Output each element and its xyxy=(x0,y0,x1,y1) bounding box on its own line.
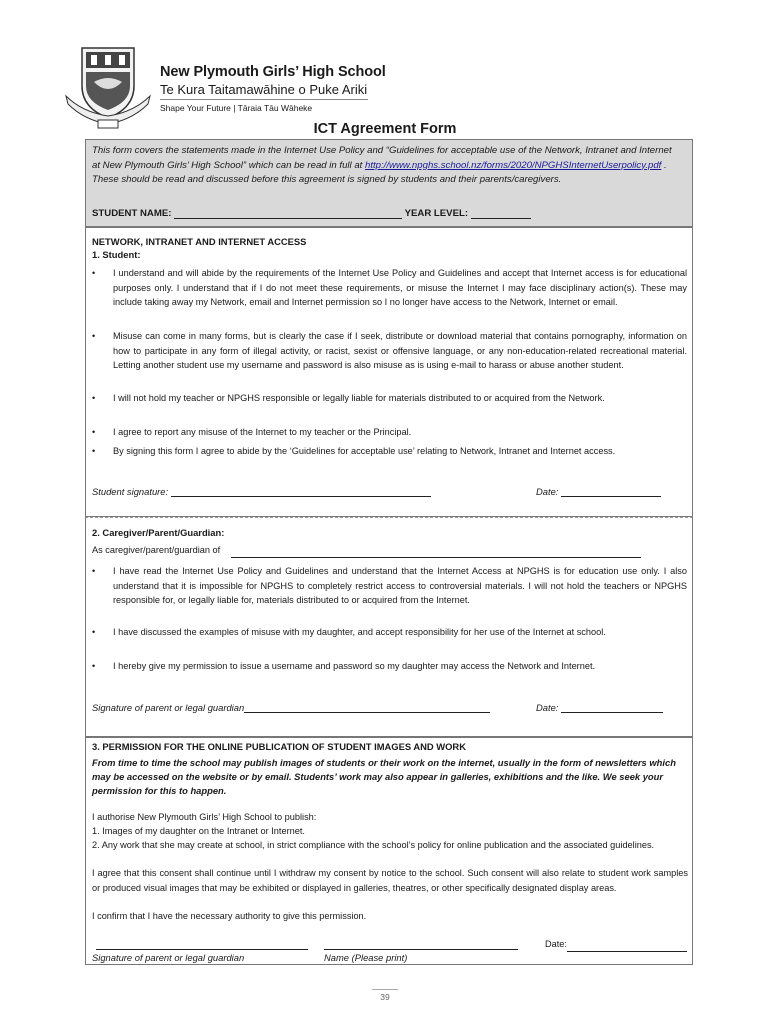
guardian-date-row xyxy=(536,702,663,713)
authorise-item-1: 1. Images of my daughter on the Intranet or Internet. xyxy=(92,826,305,836)
section-3-name-label: Name (Please print) xyxy=(324,952,408,963)
section-3-signature-label: Signature of parent or legal guardian xyxy=(92,952,245,963)
section-3-title: 3. PERMISSION FOR THE ONLINE PUBLICATION OF STUDENT IMAGES AND WORK xyxy=(92,741,466,752)
guardian-signature-label: Signature of parent or legal guardian xyxy=(92,702,245,713)
section-2-bullet-1: I have read the Internet Use Policy and Guidelines and understand that the Internet Access at NPGHS is for education use only. I also understand that it is impossible for NPGHS to completely restrict access to controversial materials. I will not hold the teachers or NPGHS responsible for, or legally liable for, materials distributed to or acquired from the Internet. xyxy=(113,566,687,605)
section-1-bullet-1: I understand and will abide by the requirements of the Internet Use Policy and Guidelines and accept that Internet access is for educational purposes only. I understand that if I do not meet these requirements, or misuse the Internet I may face disciplinary action(s). These may include taking away my Network, email and Internet permission so I no longer have access to the Network, Internet or email. xyxy=(113,268,687,307)
student-signature-label: Student signature: xyxy=(92,486,169,497)
school-name: New Plymouth Girls’ High School xyxy=(160,64,386,80)
intro-text-before-link: This form covers the statements made in the Internet Use Policy and “Guidelines for acceptable use of the Network, Intranet and Internet at New Plymouth Girls’ High School” which can be read in full at xyxy=(92,145,672,171)
section-2-bullet-3: I hereby give my permission to issue a username and password so my daughter may access the Network and Internet. xyxy=(113,661,596,671)
section-3-date-field[interactable] xyxy=(567,941,687,952)
school-crest-logo xyxy=(64,42,152,130)
student-name-label: STUDENT NAME: xyxy=(92,208,172,219)
student-signature-row xyxy=(92,486,431,497)
student-date-label: Date: xyxy=(536,486,559,497)
intro-text xyxy=(92,144,680,188)
bullet-icon: • xyxy=(92,331,96,341)
student-signature-field[interactable] xyxy=(171,486,431,497)
bullet-icon: • xyxy=(92,427,96,437)
page-number-rule xyxy=(372,989,398,990)
student-name-row xyxy=(92,208,531,219)
intro-text-after-link: . These should be read and discussed before this agreement is signed by students and their parents/caregivers. xyxy=(92,159,667,185)
section-1-bullet-4: I agree to report any misuse of the Internet to my teacher or the Principal. xyxy=(113,427,412,437)
school-maori-name: Te Kura Taitamawāhine o Puke Ariki xyxy=(160,82,368,97)
bullet-icon: • xyxy=(92,268,96,278)
authorise-text: I authorise New Plymouth Girls’ High School to publish: xyxy=(92,812,317,822)
guardian-of-field[interactable] xyxy=(231,547,641,558)
section-3-name-field[interactable] xyxy=(324,939,518,950)
guardian-of-label: As caregiver/parent/guardian of xyxy=(92,545,221,555)
section-1-bullet-2: Misuse can come in many forms, but is clearly the case if I seek, distribute or download material that contains pornography, information on how to participate in any form of illegal activity, or racist, sexist or offensive language, or any non-education-related recreational material. Letting another student use my username and password is also misuse as is using e-mail to harass or abuse another student. xyxy=(113,331,687,370)
consent-text: I agree that this consent shall continue until I withdraw my consent by notice to the school. Such consent will also relate to student work samples or produced visual images that may be exhibited or displayed in galleries, theatres, or other specifically designated display areas. xyxy=(92,868,688,893)
confirm-text: I confirm that I have the necessary authority to give this permission. xyxy=(92,911,367,921)
student-name-field[interactable] xyxy=(174,208,402,219)
section-1-subtitle: 1. Student: xyxy=(92,249,141,260)
header-divider xyxy=(160,99,368,100)
guardian-signature-field[interactable] xyxy=(244,702,490,713)
section-3-date-label: Date: xyxy=(545,939,567,949)
year-level-field[interactable] xyxy=(471,208,531,219)
page-number: 39 xyxy=(380,992,390,1002)
section-2-bullet-2: I have discussed the examples of misuse with my daughter, and accept responsibility for her use of the Internet at school. xyxy=(113,627,606,637)
guardian-signature-row xyxy=(92,702,490,713)
bullet-icon: • xyxy=(92,566,96,576)
section-2-title: 2. Caregiver/Parent/Guardian: xyxy=(92,527,225,538)
bullet-icon: • xyxy=(92,446,96,456)
student-date-row xyxy=(536,486,661,497)
section-1-bullet-3: I will not hold my teacher or NPGHS responsible or legally liable for materials distributed to or acquired from the Network. xyxy=(113,393,605,403)
section-3-intro: From time to time the school may publish images of students or their work on the internet, usually in the form of newsletters which may be accessed on the website or by email. Students’ work may also appear in galleries, exhibitions and the like. We seek your permission for this to happen. xyxy=(92,757,676,796)
student-date-field[interactable] xyxy=(561,486,661,497)
year-level-label: YEAR LEVEL: xyxy=(404,208,469,219)
section-1-bullet-5: By signing this form I agree to abide by the ‘Guidelines for acceptable use’ relating to Network, Intranet and Internet access. xyxy=(113,446,616,456)
section-3-signature-field[interactable] xyxy=(96,939,308,950)
guardian-date-field[interactable] xyxy=(561,702,663,713)
bullet-icon: • xyxy=(92,661,96,671)
section-1-title: NETWORK, INTRANET AND INTERNET ACCESS xyxy=(92,236,307,247)
school-tagline: Shape Your Future | Tāraia Tāu Wāheke xyxy=(160,103,313,113)
guardian-date-label: Date: xyxy=(536,702,559,713)
authorise-item-2: 2. Any work that she may create at school, in strict compliance with the school’s policy for online publication and the associated guidelines. xyxy=(92,840,655,850)
policy-link[interactable]: http://www.npghs.school.nz/forms/2020/NPGHSInternetUserpolicy.pdf xyxy=(365,159,662,171)
section-3-date-row xyxy=(545,937,687,952)
document-title: ICT Agreement Form xyxy=(313,121,457,137)
bullet-icon: • xyxy=(92,627,96,637)
guardian-of-row xyxy=(92,543,641,558)
bullet-icon: • xyxy=(92,393,96,403)
